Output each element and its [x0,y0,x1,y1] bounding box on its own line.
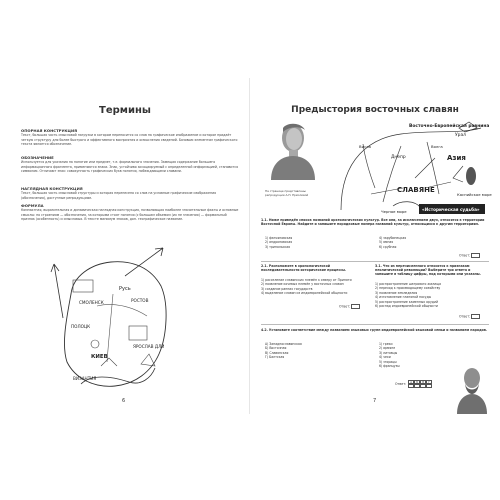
q4-option: 2) армяне [379,346,396,351]
answer-table-row [408,384,432,388]
right-page-title: Предыстория восточных славян [291,105,459,115]
answer-table [408,380,432,388]
book-gutter [249,78,250,414]
page-number: 6 [122,398,126,404]
map-label: ЯРОСЛАВ ДЛИ [133,344,165,349]
q1-option: 5) ямная [379,240,394,245]
map-label: КИЕВ [91,354,108,360]
q3-option: 4) изготовление глиняной посуды [375,295,432,300]
answer-letter: А [408,380,414,384]
section-text: Текст, большая часть смысловой структуры и которая перенесена со слов на условные графические изображения (обозначения), доступные репродукциям. [21,191,217,200]
map-label: Русь [119,286,131,292]
map-label-plain: Восточно-Европейская равнина [409,124,490,129]
q3-option: 2) переход к производящему хозяйству [375,286,441,291]
answer-label: Ответ: [459,253,471,258]
q3-option: 3) появление земледелия [375,290,418,295]
right-page [255,78,495,414]
answer-letter: Г [426,380,432,384]
map-label-caspian: Каспийское море [457,192,492,197]
q3-option: 1) распространение шатрового жилища [375,282,442,286]
map-label-asia: Азия [447,154,466,162]
question-number: 4.2. [261,328,268,332]
q2-options [261,278,365,296]
answer-label: Ответ: [459,314,471,319]
q1-option: 2) андроновская [265,240,293,245]
section-heading: ОБОЗНАЧЕНИЕ [21,155,54,160]
section-heading: НАГЛЯДНАЯ КОНСТРУКЦИЯ [21,186,83,191]
question-2 [261,264,365,272]
question-1 [261,218,489,226]
page-number: 7 [373,398,377,404]
q4-option: Б) Восточная [265,346,287,351]
map-label-dnieper: Днепр [391,155,406,160]
q1-option: 3) трипольская [265,244,290,249]
map-banner: «Историческая судьба» [422,207,480,212]
question-3 [375,264,489,277]
east-slavs-scheme-map [331,118,492,216]
map-label: РОСТОВ [131,298,149,303]
section-text: Текст, большая часть смысловой нагрузки в котором переносится со слов на графическое изображение и которое придаёт четкую структуру для более быстрого и эффективного восприятия и осмысления сведений. Базовым элементом графического текста является обозначение. [21,133,238,147]
q4-option: 1) греки [379,342,393,346]
map-label: ПОЛОЦК [71,324,91,329]
q2-option: 1) расселение славянских племён к северу от Припяти [261,278,352,282]
q1-options-right [379,236,479,249]
q4-option: 5) згорацы [379,359,397,364]
section-heading: ФОРМУЛА [21,203,44,208]
q4-option: 4) чехи [379,355,391,360]
question-text: Ниже приведён список названий археологических культур. Все они, за исключением двух, относятся к территории Восточной Европы. Найдите и запишите порядковые номера названий культур, относящихся к другим территориям. [261,218,485,227]
portrait-bust-image [455,364,489,414]
left-page [5,78,245,414]
question-4 [261,328,489,332]
q4-option: 6) французы [379,364,400,369]
q4-options-left [265,342,345,360]
divider [261,261,489,262]
q4-options-right [379,342,449,368]
question-number: 1.1. [261,218,268,222]
map-label-vistula: Висла [359,144,371,149]
bust-sculpture-image [265,120,317,180]
q2-option: 4) выделение славян из индоевропейской общности [261,291,348,296]
q3-option: 5) распространение каменных орудий [375,299,438,304]
answer-letter: Б [414,380,420,384]
section-heading: ОПОРНАЯ КОНСТРУКЦИЯ [21,128,78,133]
q4-option: 3) литовцы [379,350,398,355]
answer-cell[interactable] [426,384,432,388]
q4-option: В) Славянская [265,350,289,355]
q4-answer [395,380,432,388]
q1-option: 4) зарубинецкая [379,236,407,240]
q2-answer [339,304,360,309]
divider [261,324,489,325]
map-label-slavs: СЛАВЯНЕ [397,186,435,194]
q3-answer [459,314,480,319]
answer-box[interactable] [471,314,480,319]
q3-options [375,282,489,308]
q1-options-left [265,236,365,249]
map-label-black-sea: Черное море [381,209,407,214]
q1-option: 1) фатьяновская [265,236,293,240]
answer-letter: В [420,380,426,384]
image-caption: На странице представлены репродукции А.Н. Ермоловой [265,189,309,197]
q2-option: 3) создание ранних государств [261,286,313,291]
kievan-rus-sketch-map [51,246,171,394]
q4-option: Г) Балтская [265,355,285,360]
section-text: Компактная, выразительная и динамическая наглядная конструкция, позволяющая наиболее значительные факты и основные смыслы: по строениям — обозначения, за которыми стоят понятия (с большим объемом (их не значения) — формальный признак (особенность) и смысловых. В тексте минимум знаков, доп. географическое название. [21,208,239,222]
map-label-volga: Волга [431,144,443,149]
answer-box[interactable] [351,304,360,309]
q2-option: 2) появление кочевых племён у восточных славян [261,282,344,287]
answer-label: Ответ: [339,304,351,309]
map-label: СМОЛЕНСК [79,300,104,305]
question-number: 2.1. [261,264,268,268]
left-page-title: Термины [99,105,151,116]
map-label: ВИЗАНТИЯ [73,376,97,381]
question-text: Установите соответствие между названием языковых групп индоевропейской языковой семьи и названием народов. [268,328,488,332]
section-text: Используется для указания на понятие или предмет, т.е. формального значения. Замещая содержание большего информационного фрагмента, применяются знаки. Знак, устойчиво ассоциируемый с определенной информацией, становится символом. Отличают знак: совокупность графических букв понятия, побеждающими словами. [21,160,239,174]
map-label-ural: Урал [455,133,466,138]
answer-box[interactable] [471,253,480,258]
question-number: 3.1. [375,264,382,268]
answer-label: Ответ: [395,382,407,386]
q4-option: А) Западнославянская [265,342,302,346]
q1-option: 6) срубная [379,244,397,249]
question-text: Расположите в хронологической последовательности исторические процессы. [261,264,347,273]
q1-answer [459,253,480,258]
question-text: Что из перечисленного относится к признакам неолитической революции? Выберите три ответа и запишите в таблицу цифры, под которыми они указаны. [375,264,481,277]
q3-option: 6) распад индоевропейской общности [375,304,438,309]
